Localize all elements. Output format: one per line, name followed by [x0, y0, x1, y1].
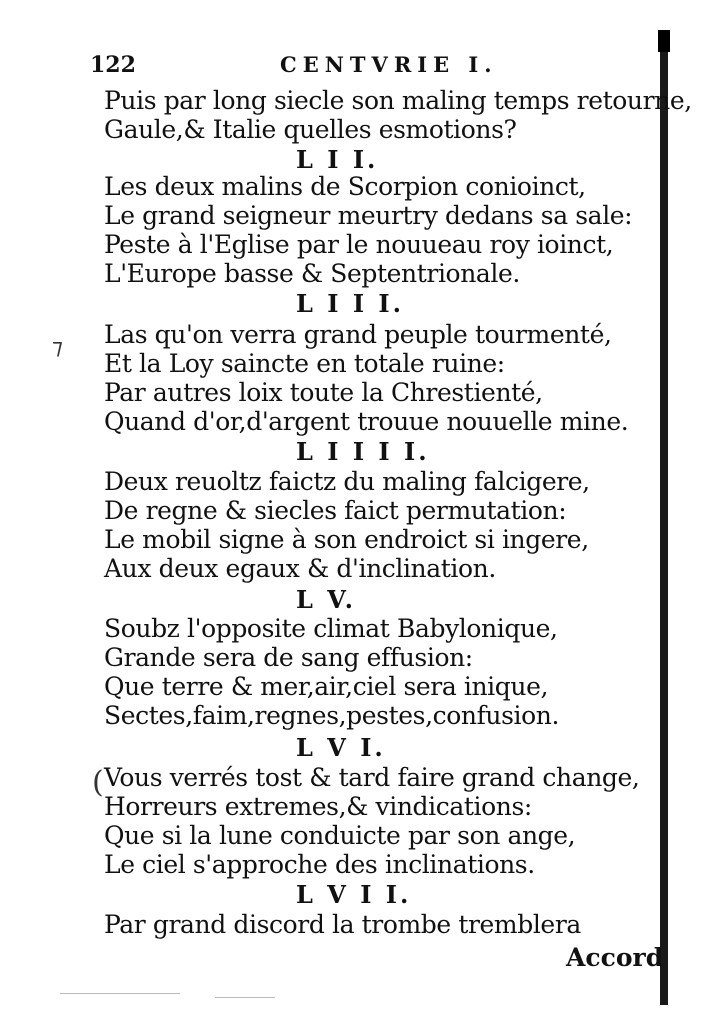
verse-line: Las qu'on verra grand peuple tourmenté, — [104, 320, 612, 349]
page-number: 122 — [90, 52, 136, 78]
verse-line: Le grand seigneur meurtry dedans sa sale: — [104, 201, 633, 230]
verse-line: Peste à l'Eglise par le nouueau roy ioinct, — [104, 230, 614, 259]
verse-line: Le mobil signe à son endroict si ingere, — [104, 525, 589, 554]
verse-line: Et la Loy saincte en totale ruine: — [104, 349, 505, 378]
verse-line: Puis par long siecle son maling temps retourne, — [104, 86, 692, 115]
verse-line: Quand d'or,d'argent trouue nouuelle mine. — [104, 407, 629, 436]
quatrain-numeral: L V I. — [296, 733, 386, 762]
verse-line: Soubz l'opposite climat Babylonique, — [104, 614, 558, 643]
verse-line: De regne & siecles faict permutation: — [104, 496, 567, 525]
verse-line: Deux reuoltz faictz du maling falcigere, — [104, 467, 590, 496]
quatrain-numeral: L I I I I. — [296, 437, 430, 466]
verse-line: Vous verrés tost & tard faire grand change, — [104, 763, 640, 792]
running-title: CENTVRIE I. — [280, 52, 498, 77]
page-edge-shadow — [660, 30, 668, 1005]
margin-mark: ⁊ — [52, 335, 63, 360]
verse-line: Par grand discord la trombe tremblera — [104, 910, 581, 939]
verse-line: Grande sera de sang effusion: — [104, 643, 473, 672]
verse-line: Que si la lune conduicte par son ange, — [104, 821, 576, 850]
bleed-through-mark — [215, 997, 275, 998]
verse-line: Le ciel s'approche des inclinations. — [104, 850, 535, 879]
verse-line: Les deux malins de Scorpion conioinct, — [104, 172, 586, 201]
quatrain-numeral: L V I I. — [296, 880, 412, 909]
verse-line: Que terre & mer,air,ciel sera inique, — [104, 672, 549, 701]
verse-line: Aux deux egaux & d'inclination. — [104, 554, 496, 583]
bleed-through-mark — [60, 993, 180, 994]
quatrain-numeral: L I I. — [296, 145, 379, 174]
running-header — [90, 52, 650, 82]
catchword: Accord — [566, 943, 664, 972]
verse-line: Gaule,& Italie quelles esmotions? — [104, 115, 517, 144]
verse-line: Sectes,faim,regnes,pestes,confusion. — [104, 701, 560, 730]
quatrain-numeral: L V. — [296, 585, 357, 614]
verse-line: L'Europe basse & Septentrionale. — [104, 259, 520, 288]
verse-line: Horreurs extremes,& vindications: — [104, 792, 532, 821]
quatrain-numeral: L I I I. — [296, 289, 404, 318]
page-edge-mark — [658, 30, 670, 52]
margin-bracket: ( — [92, 765, 104, 800]
verse-line: Par autres loix toute la Chrestienté, — [104, 378, 543, 407]
